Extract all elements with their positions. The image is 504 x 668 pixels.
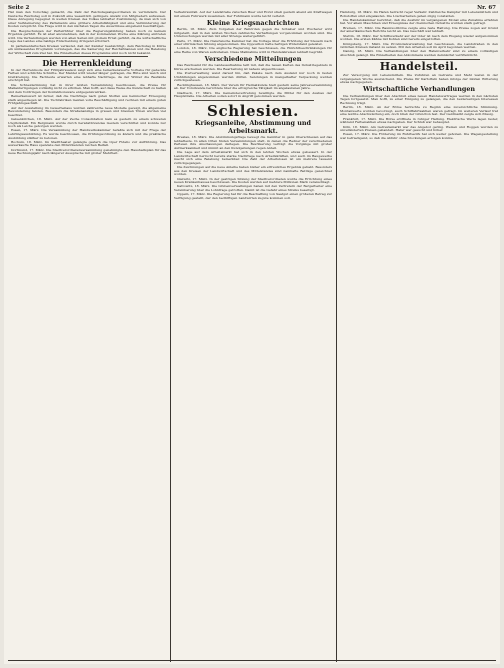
article-paragraph: Breslau, 18. März. Die Abstimmungsfrage bewegt die Gemüter in ganz Oberschlesien auf das lebhafteste. In allen Orten finden Versammlungen statt, in denen die Redner der verschiedenen Parteien ihre Anschauungen darlegen. Die Bevölkerung verfolgt die Vorgänge mit großer Aufmerksamkeit und nimmt an den Kundgebungen regen Anteil. — [174, 135, 332, 150]
page-number-left: Seite 2 — [8, 5, 30, 11]
column-left — [8, 11, 166, 661]
article-paragraph: Köln, 18. März. Am Getreidemarkt war das Angebot gering. Weizen und Roggen wurden zu unveränderten Preisen gehandelt. Hafer war gesucht und höher. — [340, 124, 498, 133]
article-paragraph: London, 18. März. Die englische Regierung hat beschlossen, die Einfuhrbeschränkungen für eine Reihe von Waren aufzuheben. Diese Maßnahme wird in Handelskreisen lebhaft begrüßt. — [174, 46, 332, 54]
column-rule — [336, 10, 337, 662]
article-paragraph: Die Schneiderinnung hat in ihrer letzten Versammlung beschlossen, die Preise für Maßanfertigungen vorläufig nicht zu erhöhen. Man hofft, auf diese Weise die Kundschaft zu halten und dem Vordringen der Konfektionsware entgegenzuwirken. — [8, 82, 166, 94]
article-paragraph: Essen, 17. März. Die Förderung im Ruhrbezirk hat sich weiter gehoben. Die Wagengestellung war befriedigend, so daß die Abfuhr ohne Stockungen erfolgen konnte. — [340, 132, 498, 140]
article-paragraph: Essen, 17. März. Die Versammlung der Handwerkskammer befaßte sich mit der Frage der Lehrlingsausbildung. Es wurde beschlossen, die Prüfungsordnung zu ändern und die praktische Ausbildung stärker zu betonen. — [8, 128, 166, 140]
article-paragraph: Berlin, 18. März. Zum Vorgehen der Behörden gegen die Schieber und Wucherer wird mitgeteilt, daß in den letzten Wochen zahlreiche Verhaftungen vorgenommen worden sind. Die Untersuchungen werden mit aller Strenge weitergeführt. — [174, 27, 332, 39]
article-paragraph: Bochum, 18. März. Im Stadttheater gelangte gestern die Oper Fidelio zur Aufführung. Das ausverkaufte Haus spendete den Mitwirkenden reichen Beifall. — [8, 139, 166, 148]
article-paragraph: Das Reichsamt für die Landesaufnahme teilt mit, daß die neuen Karten des Industriegebiets in Kürze erscheinen werden. Die Bearbeitung ist nahezu abgeschlossen. — [174, 63, 332, 72]
headline-kriegsnachrichten: Kleine Kriegsnachrichten — [206, 18, 300, 27]
headline-handelsteil: Handelsteil. — [379, 59, 459, 73]
article-paragraph: Danzig, 18. März. Die Verhandlungen über den Hafenverkehr sind zu einem vorläufigen Abschluß gelangt. Die Einzelheiten des Abkommens werden demnächst veröffentlicht. — [340, 49, 498, 57]
article-paragraph: Bemerkenswert ist ferner, daß die Nachfrage nach guten Stoffen aus heimischer Erzeugung stark angestiegen ist. Die Tuchfabriken melden volle Beschäftigung und rechnen mit einem guten Frühjahrsgeschäft. — [8, 94, 166, 106]
article-paragraph: Hamburg, 18. März. Im Hafen herrscht reger Verkehr. Zahlreiche Dampfer mit Lebensmitteln und Rohstoffen sind eingelaufen. Die Löscharbeiten gehen zügig vonstatten. — [340, 11, 498, 18]
headline-mitteilungen: Verschiedene Mitteilungen — [204, 55, 302, 64]
page-number-right: Nr. 67 — [477, 5, 496, 11]
article-paragraph: Gleiwitz, 17. März. In der gestrigen Sitzung der Stadtverordneten wurde die Errichtung eines neuen Krankenhauses beschlossen. Die Kosten werden auf mehrere Millionen Mark veranschlagt. — [174, 176, 332, 185]
article-paragraph: Die Verhandlungen über den Abschluß eines neuen Handelsvertrages werden in den nächsten Tagen fortgesetzt. Man hofft, zu einer Einigung zu gelangen, die den beiderseitigen Interessen Rechnung trägt. — [340, 93, 498, 105]
article-paragraph: Die Lage auf dem Arbeitsmarkt hat sich in den letzten Wochen etwas gebessert. In der Landwirtschaft herrscht bereits starke Nachfrage nach Arbeitskräften, und auch im Baugewerbe macht sich eine Belebung bemerkbar. Die Zahl der Arbeitslosen ist um mehrere tausend zurückgegangen. — [174, 150, 332, 165]
article-paragraph: Paris, 17. März. Die französische Kammer hat die Vorlage über die Erhöhung der Steuern nach einer stürmischen Sitzung angenommen. Die Opposition hatte heftigen Widerstand geleistet. — [174, 38, 332, 47]
newspaper-page — [4, 4, 500, 664]
page-bottom-rule — [8, 660, 496, 661]
column-middle — [174, 11, 332, 661]
article-paragraph: Bremen, 17. März. Die Baumwollbörse zeigte eine feste Haltung. Die Preise zogen auf Grund der amerikanischen Berichte leicht an. Das Geschäft war lebhaft. — [340, 25, 498, 34]
article-paragraph: In der Herrenmode der Frühjahrssaison zeigt sich eine bemerkenswerte Vorliebe für gedeckte Farben und schlichte Schnitte. Der Mantel wird wieder länger getragen, die Hüte sind weich und breitkrempig. Die Fachleute erwarten eine lebhafte Nachfrage, da der Winter die Bestände erschöpft hat. — [8, 67, 166, 83]
section-divider — [26, 56, 148, 57]
headline-verhandlungen: Wirtschaftliche Verhandlungen — [362, 85, 476, 94]
column-rule — [170, 10, 171, 662]
article-paragraph: Berlin, 18. März. An der Börse herrschte zu Beginn eine zuversichtliche Stimmung. Montanwerte wurden bevorzugt, auch Schiffahrtsaktien waren gefragt. Im weiteren Verlauf trat eine leichte Abschwächung ein, doch blieb der Grundton fest. Der Geldmarkt zeigte sich flüssig. — [340, 105, 498, 117]
article-paragraph: Gladbeck, 17. März. Die Gemeindevertretung bewilligte die Mittel für den Ausbau der Hauptstraße. Die Arbeiten sollen sofort in Angriff genommen werden. — [174, 90, 332, 99]
article-paragraph: Oppeln, 17. März. Die Regierung hat für die Beschaffung von Saatgut einen größeren Betrag zur Verfügung gestellt, der den bedürftigen Landwirten zugute kommen soll. — [174, 192, 332, 200]
article-paragraph: Verkehrsunfall. Auf der Landstraße zwischen Buer und Horst stieß gestern abend ein Kraftwagen mit einem Fuhrwerk zusammen. Der Fuhrmann wurde leicht verletzt. — [174, 11, 332, 18]
headline-schlesien: Schlesien. — [207, 101, 299, 120]
article-paragraph: Hat man den Vorschlag gemacht, die Zahl der Reichstagsabgeordneten zu vermindern. Der Deutsche Reichstag soll in Zukunft eine wesentlich geringere Anzahl von Mitgliedern aufweisen. Diese Anregung begegnet in weiten Kreisen des Volkes lebhafter Zustimmung, da man sich von einer Verkleinerung des Parlaments eine größere Arbeitsfähigkeit und eine Verminderung der Kosten verspricht. Die Frage wird in den nächsten Tagen die Ausschüsse eingehend beschäftigen. — [8, 11, 166, 29]
article-paragraph: Die Postverwaltung weist darauf hin, daß Pakete nach dem Ausland nur noch in festen Umhüllungen angenommen werden dürfen. Sendungen in mangelhafter Verpackung werden zurückgewiesen. — [174, 71, 332, 83]
article-paragraph: Die Besprechungen der Parteiführer über die Regierungsbildung haben noch zu keinem Ergebnis geführt. Es ist aber anzunehmen, daß in der kommenden Woche eine Klärung eintreten wird. Die Verhandlungen werden von allen Seiten mit großem Ernst geführt, da die wirtschaftliche Lage des Landes eine baldige Entscheidung dringend erfordert. — [8, 28, 166, 44]
article-paragraph: Frankfurt, 17. März. Die Börse eröffnete in ruhiger Haltung. Elektrische Werte lagen fester, während Farbenaktien etwas nachgaben. Der Schluß war behauptet. — [340, 116, 498, 125]
article-paragraph: Dortmund, 17. März. Die Stadtverordnetenversammlung genehmigte den Haushaltsplan für das neue Rechnungsjahr nach längerer Aussprache mit großer Mehrheit. — [8, 147, 166, 156]
article-paragraph: Königsberg, 17. März. Die Provinzialverwaltung hat beschlossen, die Landstraßen in den östlichen Kreisen instand zu setzen. Mit den Arbeiten soll im April begonnen werden. — [340, 41, 498, 50]
article-paragraph: Die Zeichnungen auf die neue Anleihe haben bisher ein erfreuliches Ergebnis gehabt. Besonders aus den Kreisen der Landwirtschaft und des Mittelstandes sind namhafte Beträge gezeichnet worden. — [174, 165, 332, 177]
article-paragraph: Die Handelskammer berichtet, daß die Ausfuhr im vergangenen Monat eine Zunahme erfahren hat. Vor allem Maschinen und Erzeugnisse der chemischen Industrie wurden stark gefragt. — [340, 17, 498, 26]
article-paragraph: Zur Versorgung mit Lebensmitteln. Die Zufuhren an Getreide und Mehl waren in der vergangenen Woche ausreichend. Die Preise für Kartoffeln haben infolge der milden Witterung etwas nachgegeben. — [340, 73, 498, 85]
article-paragraph: In parlamentarischen Kreisen verlautet, daß der Kanzler beabsichtigt, dem Reichstag in Kürze ein umfassendes Programm vorzulegen, das die Sanierung der Reichsfinanzen und die Belebung der Wirtschaft zum Ziel hat. Die Einzelheiten dieses Programms sind noch nicht bekannt. — [8, 43, 166, 55]
article-paragraph: Stettin, 18. März. Der Schiffsverkehr auf der Oder ist nach dem Eisgang wieder aufgenommen worden. Die ersten Kähne mit Kohlen sind bereits eingetroffen. — [340, 33, 498, 42]
article-paragraph: Recklinghausen, 18. März. Der Verein für Heimatkunde hielt gestern seine Jahresversammlung ab. Der Vorsitzende berichtete über die erfolgreiche Tätigkeit im abgelaufenen Jahre. — [174, 82, 332, 91]
article-paragraph: Auf der Ausstellung im Gewerbehaus wurden zahlreiche neue Modelle gezeigt, die allgemeine Bewunderung fanden. Besonders die Straßenanzüge in grauen und braunen Tönen wurden viel beachtet. — [8, 105, 166, 117]
headline-herrenkleidung: Die Herrenkleidung — [42, 57, 132, 68]
article-paragraph: Gelsenkirchen, 18. März. Auf der Zeche Consolidation kam es gestern zu einem schweren Unglücksfall. Ein Bergmann wurde durch herabstürzendes Gestein verschüttet und konnte nur noch als Leiche geborgen werden. — [8, 117, 166, 129]
article-paragraph: Kattowitz, 18. März. Die Grubenverwaltungen haben mit den Vertretern der Bergarbeiter eine Vereinbarung über die Lohnfrage getroffen. Damit ist die Gefahr eines Streiks beseitigt. — [174, 184, 332, 193]
section-divider — [192, 100, 314, 101]
column-right — [340, 11, 498, 661]
subheadline-schlesien: Kriegsanleihe, Abstimmung und Arbeitsmarkt. — [194, 119, 312, 135]
